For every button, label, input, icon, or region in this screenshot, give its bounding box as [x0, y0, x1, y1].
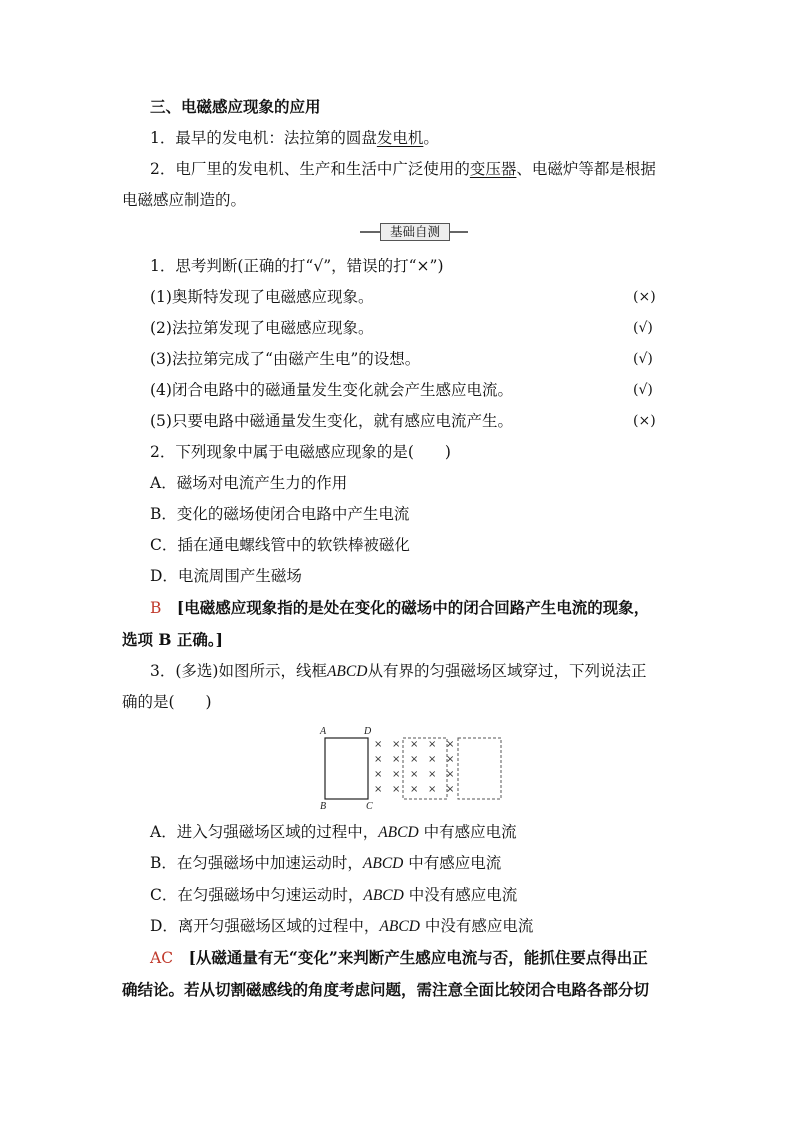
q3-option: [150, 853, 501, 874]
q1-item-mark: (√): [633, 320, 653, 336]
paragraph-1-end: 。: [423, 129, 439, 147]
q2-option: A．磁场对电流产生力的作用: [150, 474, 348, 492]
q3-option: [150, 822, 517, 843]
q3-stem: [150, 661, 646, 682]
field-cross: ×: [392, 739, 401, 750]
field-cross: ×: [428, 739, 437, 750]
q2-explanation-line-2: 选项 B 正确。]: [122, 630, 223, 649]
wire-frame-abcd: [325, 738, 368, 799]
field-cross: ×: [392, 784, 401, 795]
frame-position-after-field: [458, 738, 501, 799]
banner-label: 基础自测: [380, 223, 450, 241]
paragraph-1-text: 1．最早的发电机：法拉第的圆盘: [150, 129, 377, 147]
q3-option-tail: 中没有感应电流: [403, 886, 518, 904]
paragraph-2-line-2: 电磁感应制造的。: [122, 191, 247, 209]
banner-left-rule: [360, 231, 380, 233]
field-cross: ×: [446, 739, 455, 750]
q2-option: B．变化的磁场使闭合电路中产生电流: [150, 505, 410, 523]
q1-item-mark: (√): [633, 382, 653, 398]
q1-item: (2)法拉第发现了电磁感应现象。: [150, 319, 374, 337]
field-cross: ×: [410, 769, 419, 780]
q3-option-frame: ABCD: [362, 855, 404, 872]
underlined-term-transformer: 变压器: [469, 160, 517, 178]
q1-item-mark: (×): [633, 289, 656, 305]
q3-explanation-line-1: [150, 948, 648, 968]
q1-item-mark: (×): [633, 413, 656, 429]
q2-answer: B: [150, 599, 162, 617]
paragraph-2-text: 2．电厂里的发电机、生产和生活中广泛使用的: [150, 160, 470, 178]
q1-item: (4)闭合电路中的磁通量发生变化就会产生感应电流。: [150, 381, 513, 399]
q3-option-text: C．在匀强磁场中匀速运动时，: [150, 886, 364, 904]
section-banner: [360, 223, 468, 241]
paragraph-1: [150, 128, 439, 148]
q1-item: (5)只要电路中磁通量发生变化，就有感应电流产生。: [150, 412, 513, 430]
banner-right-rule: [450, 231, 468, 233]
field-cross: ×: [410, 739, 419, 750]
paragraph-2-line-1: [150, 159, 656, 179]
q2-explanation: [电磁感应现象指的是处在变化的磁场中的闭合回路产生电流的现象，: [176, 598, 650, 617]
field-cross: ×: [374, 754, 383, 765]
q1-item: (1)奥斯特发现了电磁感应现象。: [150, 288, 374, 306]
label-c: C: [366, 801, 373, 812]
field-cross: ×: [446, 784, 455, 795]
q1-item-mark: (√): [633, 351, 653, 367]
field-cross: ×: [410, 754, 419, 765]
q3-option-frame: ABCD: [378, 824, 419, 841]
q3-option-frame: ABCD: [379, 918, 420, 935]
q3-option-text: A．进入匀强磁场区域的过程中，: [150, 823, 379, 841]
q1-stem: 1．思考判断(正确的打“√”，错误的打“×”): [150, 257, 444, 275]
field-cross: ×: [374, 769, 383, 780]
q2-option: C．插在通电螺线管中的软铁棒被磁化: [150, 536, 410, 554]
label-b: B: [320, 801, 327, 812]
q3-explanation: [从磁通量有无“变化”来判断产生感应电流与否，能抓住要点得出正: [188, 948, 648, 967]
q3-stem-line-2: 确的是( ): [122, 693, 212, 711]
q2-option: D．电流周围产生磁场: [150, 567, 302, 585]
field-cross: ×: [392, 754, 401, 765]
q3-option: [150, 916, 533, 937]
magnetic-field-region: [374, 739, 454, 795]
field-cross: ×: [446, 769, 455, 780]
q3-option-tail: 中没有感应电流: [419, 917, 534, 935]
section-heading: 三、电磁感应现象的应用: [150, 97, 321, 116]
field-cross: ×: [428, 784, 437, 795]
q3-option-tail: 中有感应电流: [418, 823, 517, 841]
field-cross: ×: [428, 769, 437, 780]
paragraph-2-rest: 、电磁炉等都是根据: [516, 160, 656, 178]
label-d: D: [364, 726, 372, 737]
field-cross: ×: [428, 754, 437, 765]
q3-stem-start: 3．(多选)如图所示，线框: [150, 662, 327, 680]
q3-option-frame: ABCD: [363, 887, 404, 904]
underlined-term-generator: 发电机: [376, 129, 424, 147]
field-cross: ×: [410, 784, 419, 795]
q3-explanation-line-2: 确结论。若从切割磁感线的角度考虑问题，需注意全面比较闭合电路各部分切: [122, 980, 650, 999]
q2-explanation-line-1: [150, 598, 649, 618]
q3-stem-end: 从有界的匀强磁场区域穿过，下列说法正: [367, 662, 647, 680]
q3-answer: AC: [150, 949, 174, 967]
q3-option-tail: 中有感应电流: [403, 854, 502, 872]
q1-item: (3)法拉第完成了“由磁产生电”的设想。: [150, 350, 421, 368]
field-cross: ×: [392, 769, 401, 780]
q3-frame-name: ABCD: [326, 663, 368, 680]
q3-figure: [318, 725, 518, 813]
q2-stem: 2．下列现象中属于电磁感应现象的是( ): [150, 443, 451, 461]
q3-option: [150, 885, 517, 906]
q3-option-text: D．离开匀强磁场区域的过程中，: [150, 917, 380, 935]
label-a: A: [320, 726, 327, 737]
field-cross: ×: [374, 739, 383, 750]
field-cross: ×: [446, 754, 455, 765]
q3-option-text: B．在匀强磁场中加速运动时，: [150, 854, 363, 872]
field-cross: ×: [374, 784, 383, 795]
